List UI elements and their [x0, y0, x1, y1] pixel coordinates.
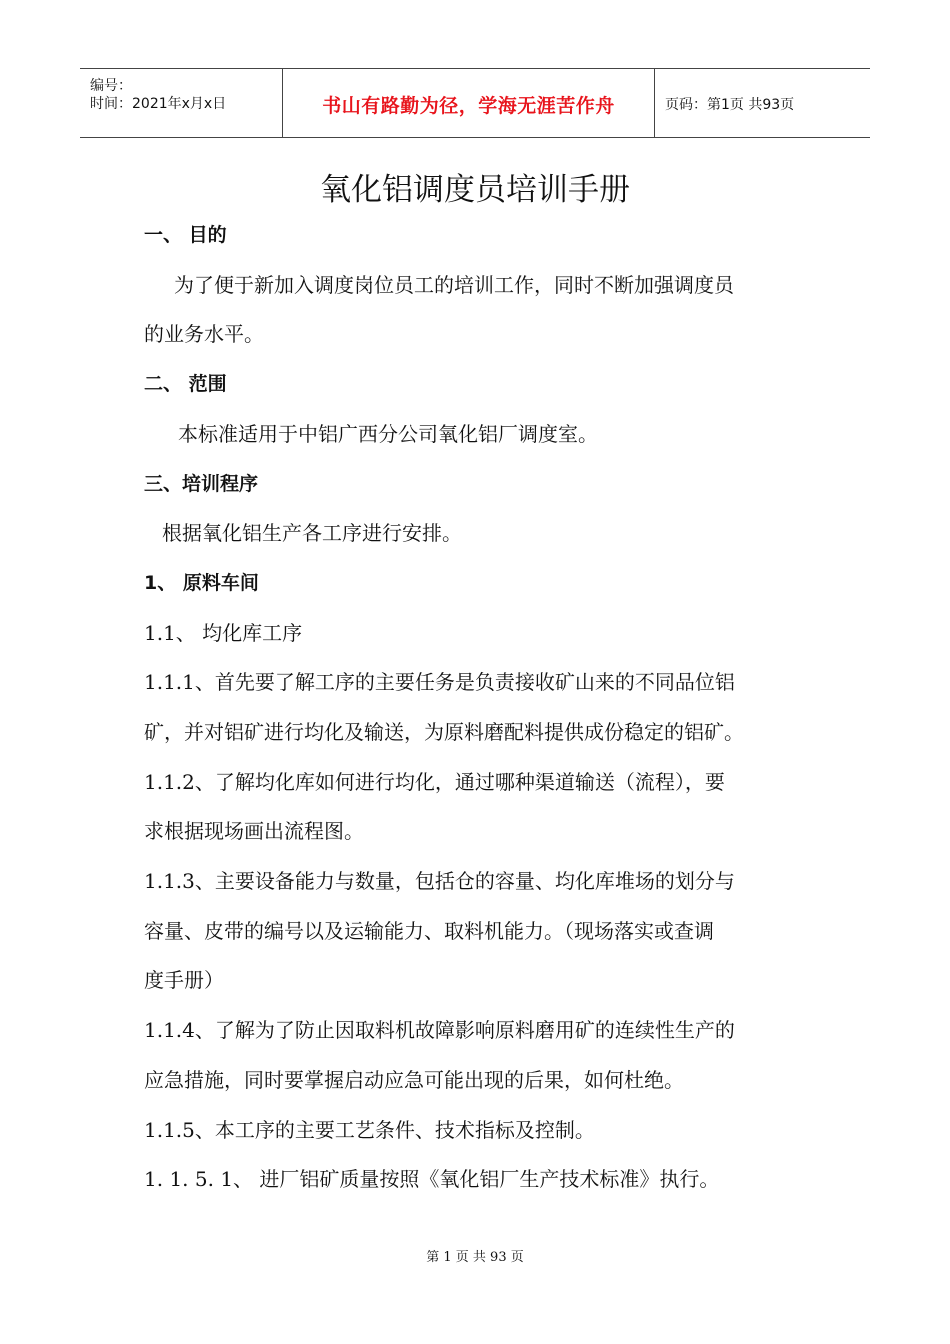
paragraph-line: 1. 1. 5. 1、 进厂铝矿质量按照《氧化铝厂生产技术标准》执行。 [144, 1167, 720, 1191]
document-number-label: 编号： [90, 78, 132, 94]
document-title: 氧化铝调度员培训手册 [320, 172, 630, 208]
header-motto-cell [282, 69, 655, 137]
header-page-cell [655, 69, 870, 137]
paragraph-line: 矿，并对铝矿进行均化及输送，为原料磨配料提供成份稳定的铝矿。 [144, 720, 744, 744]
page-footer: 第 1 页 共 93 页 [426, 1250, 524, 1265]
header-motto: 书山有路勤为径，学海无涯苦作舟 [322, 95, 615, 117]
paragraph-line: 度手册） [144, 968, 224, 992]
paragraph-line: 容量、皮带的编号以及运输能力、取料机能力。（现场落实或查调 [144, 919, 714, 943]
header-table [80, 68, 870, 138]
paragraph-line: 本标准适用于中铝广西分公司氧化铝厂调度室。 [178, 422, 598, 446]
document-time-label: 时间：2021年x月x日 [90, 96, 227, 112]
section-heading-scope: 二、 范围 [144, 373, 227, 395]
header-info-cell [80, 69, 281, 137]
paragraph-line: 1.1.1、首先要了解工序的主要任务是负责接收矿山来的不同品位铝 [144, 670, 735, 694]
paragraph-line: 根据氧化铝生产各工序进行安排。 [162, 521, 462, 545]
paragraph-line: 为了便于新加入调度岗位员工的培训工作，同时不断加强调度员 [174, 273, 734, 297]
section-heading-purpose: 一、 目的 [144, 224, 227, 246]
paragraph-line: 求根据现场画出流程图。 [144, 819, 364, 843]
section-heading-procedure: 三、培训程序 [144, 473, 259, 495]
subsection-heading: 1.1、 均化库工序 [144, 621, 303, 645]
paragraph-line: 1.1.3、主要设备能力与数量，包括仓的容量、均化库堆场的划分与 [144, 869, 735, 893]
paragraph-line: 应急措施，同时要掌握启动应急可能出现的后果，如何杜绝。 [144, 1068, 684, 1092]
paragraph-line: 1.1.2、了解均化库如何进行均化，通过哪种渠道输送（流程），要 [144, 770, 725, 794]
header-page-label: 页码：第1页 共93页 [665, 97, 795, 113]
paragraph-line: 的业务水平。 [144, 322, 264, 346]
section-heading-raw-material: 1、 原料车间 [144, 572, 259, 594]
paragraph-line: 1.1.4、了解为了防止因取料机故障影响原料磨用矿的连续性生产的 [144, 1018, 735, 1042]
paragraph-line: 1.1.5、本工序的主要工艺条件、技术指标及控制。 [144, 1118, 595, 1142]
